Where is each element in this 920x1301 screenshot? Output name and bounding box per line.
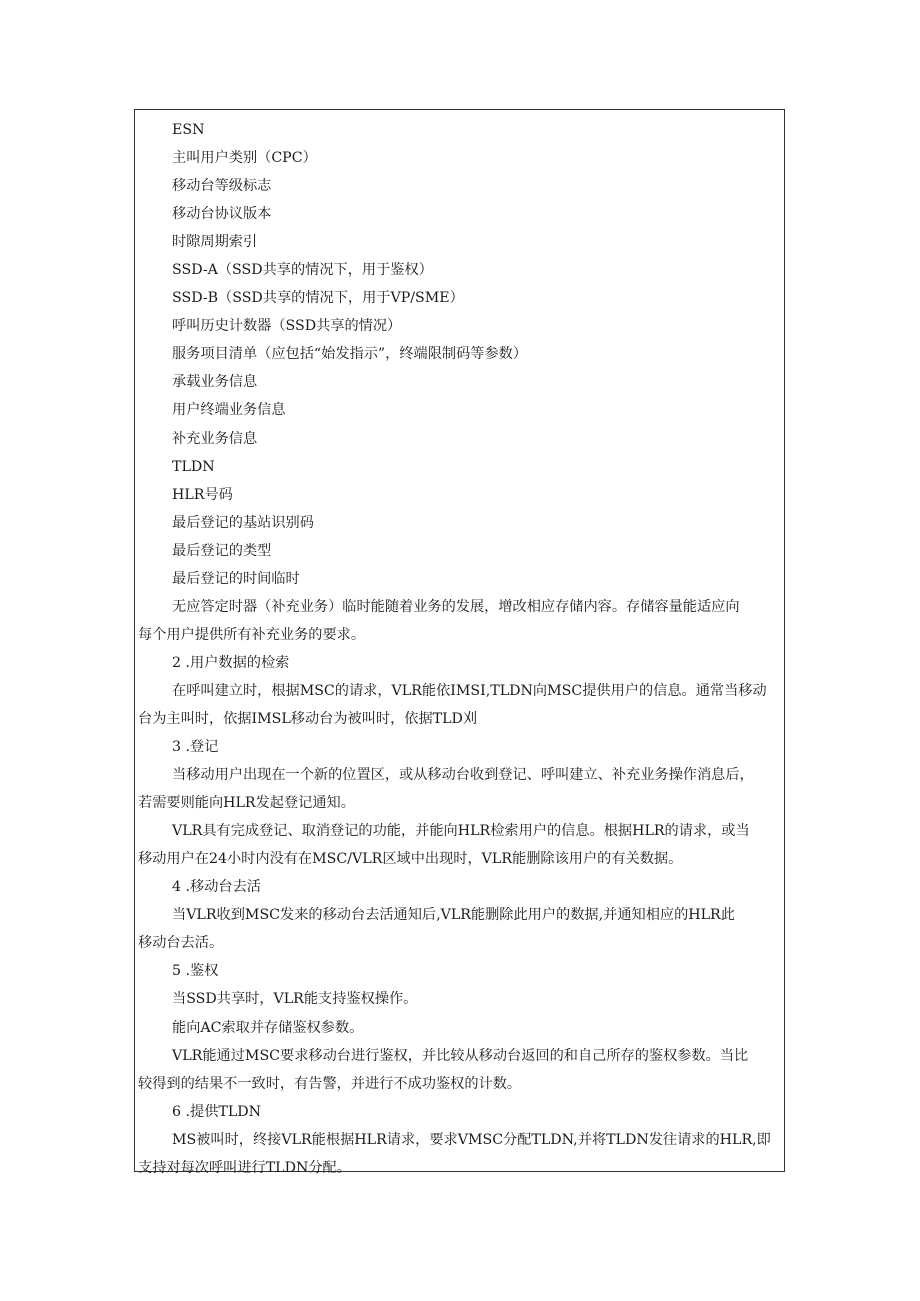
text-line: 移动台协议版本 xyxy=(172,206,272,223)
text-line: 5 .鉴权 xyxy=(172,963,219,980)
text-line: 主叫用户类别（CPC） xyxy=(172,150,317,167)
text-line: VLR能通过MSC要求移动台进行鉴权，并比较从移动台返回的和自己所存的鉴权参数。当比 xyxy=(172,1047,749,1064)
text-line: 较得到的结果不一致时，有告警，并进行不成功鉴权的计数。 xyxy=(138,1075,522,1092)
text-line: 承载业务信息 xyxy=(172,374,258,391)
text-line: 台为主叫时，依据IMSL移动台为被叫时，依据TLD刈 xyxy=(138,710,478,727)
text-line: SSD-A（SSD共享的情况下，用于鉴权） xyxy=(172,262,433,279)
text-line: 4 .移动台去活 xyxy=(172,879,261,896)
text-line: 若需要则能向HLR发起登记通知。 xyxy=(138,795,355,812)
text-line: 在呼叫建立时，根据MSC的请求，VLR能依IMSI,TLDN向MSC提供用户的信息。通常当移动 xyxy=(172,682,767,699)
text-line: 服务项目清单（应包括“始发指示”，终端限制码等参数） xyxy=(172,346,528,363)
text-line: 6 .提供TLDN xyxy=(172,1103,262,1120)
text-line: 最后登记的类型 xyxy=(172,542,272,559)
text-line: 每个用户提供所有补充业务的要求。 xyxy=(138,626,366,643)
text-line: TLDN xyxy=(172,458,215,475)
text-line: 移动台去活。 xyxy=(138,935,224,952)
text-line: 补充业务信息 xyxy=(172,430,258,447)
text-line: ESN xyxy=(172,122,205,138)
text-line: SSD-B（SSD共享的情况下，用于VP/SME） xyxy=(172,290,464,307)
text-line: 当SSD共享时，VLR能支持鉴权操作。 xyxy=(172,991,418,1008)
text-line: 3 .登记 xyxy=(172,739,219,756)
text-line: 当移动用户出现在一个新的位置区，或从移动台收到登记、呼叫建立、补充业务操作消息后， xyxy=(172,767,754,784)
text-line: 无应答定时器（补充业务）临时能随着业务的发展，增改相应存储内容。存储容量能适应向 xyxy=(172,598,740,615)
text-line: 呼叫历史计数器（SSD共享的情况） xyxy=(172,318,402,335)
text-line: 时隙周期索引 xyxy=(172,234,258,251)
text-line: 2 .用户数据的检索 xyxy=(172,654,290,671)
text-line: VLR具有完成登记、取消登记的功能，并能向HLR检索用户的信息。根据HLR的请求，或当 xyxy=(172,823,750,840)
text-line: MS被叫时，终接VLR能根据HLR请求，要求VMSC分配TLDN,并将TLDN发往请求的HLR,即 xyxy=(172,1131,771,1148)
text-line: 当VLR收到MSC发来的移动台去活通知后,VLR能删除此用户的数据,并通知相应的HLR此 xyxy=(172,907,735,924)
text-line: 移动用户在24小时内没有在MSC/VLR区域中出现时，VLR能删除该用户的有关数据。 xyxy=(138,851,683,868)
text-line: 能向AC索取并存储鉴权参数。 xyxy=(172,1019,364,1036)
text-line: 用户终端业务信息 xyxy=(172,402,286,419)
text-line: 最后登记的基站识别码 xyxy=(172,514,314,531)
text-line: 支持对每次呼叫进行TLDN分配。 xyxy=(138,1159,351,1176)
text-line: 最后登记的时间临时 xyxy=(172,570,300,587)
text-line: HLR号码 xyxy=(172,486,233,503)
text-line: 移动台等级标志 xyxy=(172,178,272,195)
document-frame xyxy=(134,109,785,1176)
